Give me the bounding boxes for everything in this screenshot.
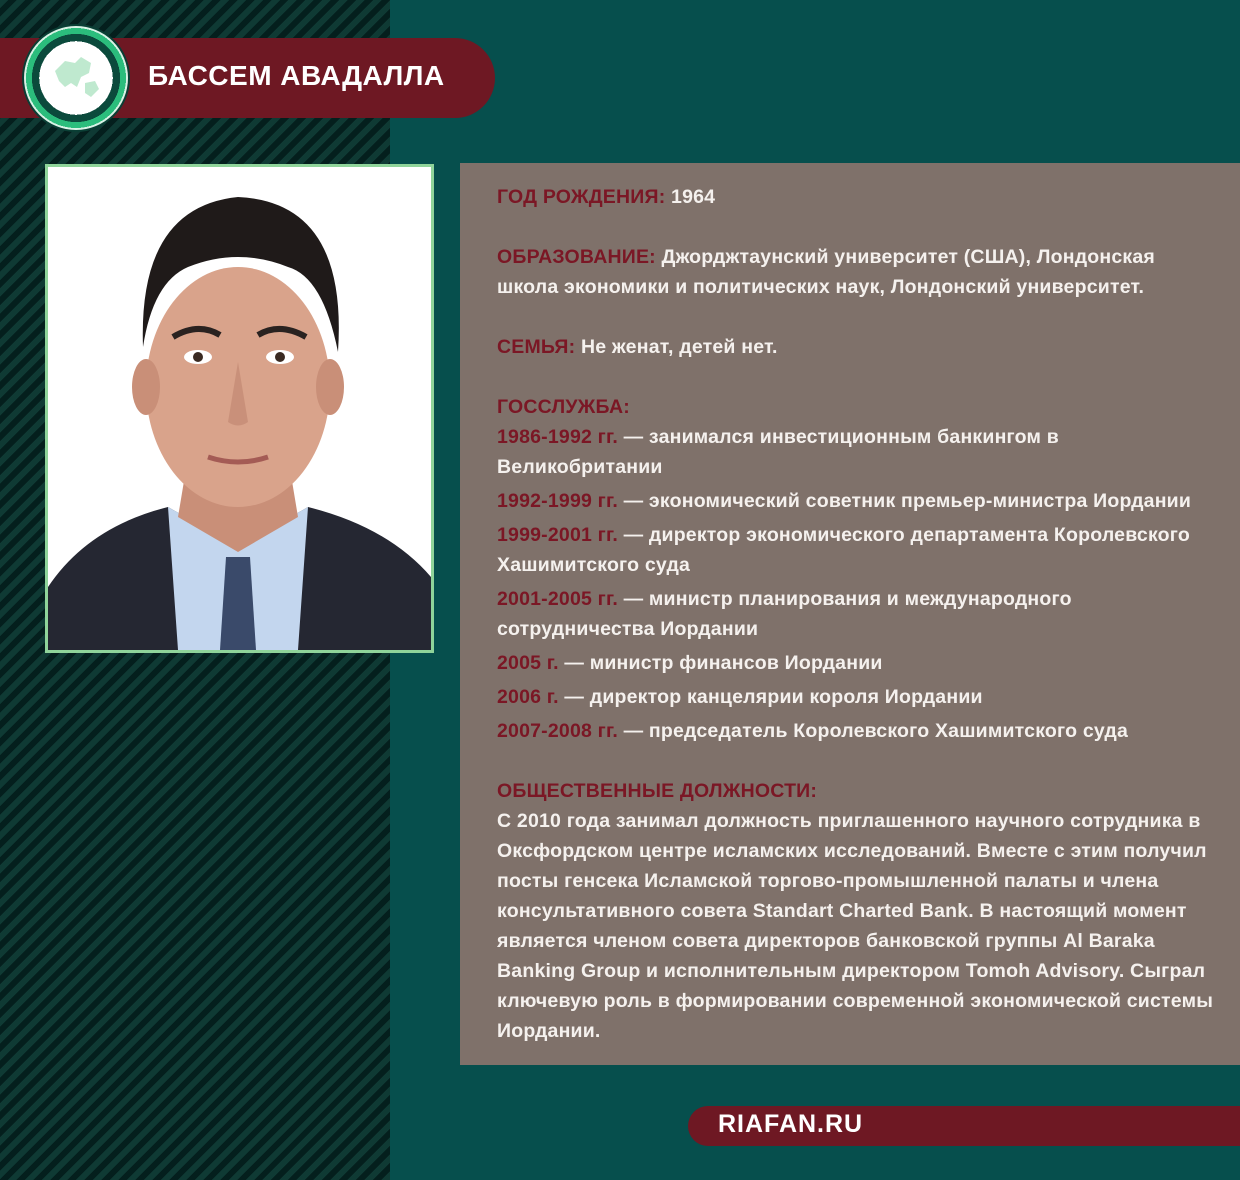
service-years: 1992-1999 гг. [497, 490, 618, 512]
public-positions-text: С 2010 года занимал должность приглашенного научного сотрудника в Оксфордском центре исламских исследований. Вместе с этим получил посты генсека Исламской торгово-промышленной палаты и члена консультативного совета Standart Charted Bank. В настоящий момент является членом совета директоров банковской группы Al Baraka Banking Group и исполнительным директором Tomoh Advisory. Сыграл ключевую роль в формировании современной экономической системы Иордании. [497, 810, 1214, 1042]
globe-logo-icon [24, 26, 128, 130]
family-label: СЕМЬЯ: [497, 336, 576, 358]
public-positions-heading [497, 776, 1217, 806]
service-years: 1999-2001 гг. [497, 524, 618, 546]
public-positions-label: ОБЩЕСТВЕННЫЕ ДОЛЖНОСТИ: [497, 780, 818, 802]
service-years: 2005 г. [497, 652, 559, 674]
family-value: Не женат, детей нет. [580, 336, 778, 358]
service-text: — министр планирования и международного сотрудничества Иордании [497, 588, 1072, 640]
service-text: — занимался инвестиционным банкингом в Великобритании [497, 426, 1059, 478]
site-link[interactable]: RIAFAN.RU [718, 1110, 864, 1138]
education-label: ОБРАЗОВАНИЕ: [497, 246, 656, 268]
service-item [497, 584, 1217, 644]
service-item [497, 422, 1217, 482]
person-name: БАССЕМ АВАДАЛЛА [148, 60, 445, 91]
biography-content [497, 182, 1217, 1046]
birth-year-label: ГОД РОЖДЕНИЯ: [497, 186, 666, 208]
service-years: 2006 г. [497, 686, 559, 708]
service-years: 1986-1992 гг. [497, 426, 618, 448]
birth-year-row [497, 182, 1217, 212]
service-item [497, 648, 1217, 678]
service-text: — директор канцелярии короля Иордании [564, 686, 983, 708]
education-value: Джорджтаунский университет (США), Лондонская школа экономики и политических наук, Лондонский университет. [497, 246, 1155, 298]
service-text: — председатель Королевского Хашимитского суда [623, 720, 1129, 742]
service-text: — экономический советник премьер-министра Иордании [623, 490, 1192, 512]
birth-year-value: 1964 [671, 186, 716, 208]
service-text: — министр финансов Иордании [564, 652, 883, 674]
service-item [497, 716, 1217, 746]
service-years: 2007-2008 гг. [497, 720, 618, 742]
service-years: 2001-2005 гг. [497, 588, 618, 610]
civil-service-label: ГОССЛУЖБА: [497, 396, 630, 418]
education-row [497, 242, 1217, 302]
portrait-photo [45, 164, 434, 653]
service-text: — директор экономического департамента Королевского Хашимитского суда [497, 524, 1190, 576]
family-row [497, 332, 1217, 362]
service-item [497, 682, 1217, 712]
service-item [497, 486, 1217, 516]
service-item [497, 520, 1217, 580]
civil-service-heading [497, 392, 1217, 422]
